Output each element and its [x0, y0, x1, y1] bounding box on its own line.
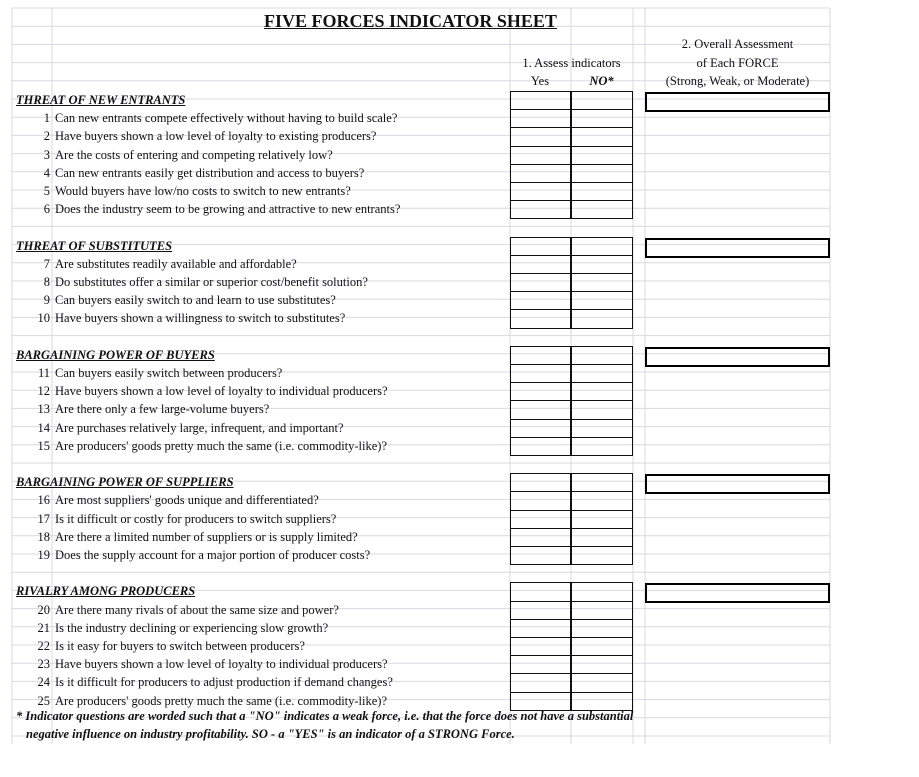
yes-cell[interactable]: [510, 528, 571, 547]
indicator-question: Is it easy for buyers to switch between producers?: [55, 639, 305, 653]
section-title: THREAT OF SUBSTITUTES: [16, 238, 173, 253]
indicator-number: 11: [37, 366, 50, 380]
indicator-question: Have buyers shown a low level of loyalty to individual producers?: [55, 657, 388, 672]
yes-cell[interactable]: [510, 109, 571, 128]
indicator-question: Have buyers shown a willingness to switch to substitutes?: [55, 311, 346, 326]
yes-cell[interactable]: [510, 601, 571, 620]
indicator-question: Is it difficult for producers to adjust production if demand changes?: [55, 675, 393, 690]
indicator-question: Are purchases relatively large, infrequent, and important?: [55, 420, 344, 435]
overall-assessment-subheader: of Each FORCE: [696, 56, 779, 70]
yes-cell[interactable]: [510, 400, 571, 419]
indicator-number: 10: [37, 311, 50, 326]
no-cell[interactable]: [571, 528, 633, 547]
yes-cell[interactable]: [510, 419, 571, 438]
indicator-number: 9: [43, 293, 50, 308]
overall-assessment-options: (Strong, Weak, or Moderate): [665, 74, 810, 88]
overall-assessment-box[interactable]: [645, 474, 830, 494]
no-cell[interactable]: [571, 237, 633, 256]
no-cell[interactable]: [571, 309, 633, 328]
yes-cell[interactable]: [510, 182, 571, 201]
indicator-number: 7: [43, 256, 50, 271]
no-cell[interactable]: [571, 91, 633, 110]
no-cell[interactable]: [571, 510, 633, 529]
no-cell[interactable]: [571, 291, 633, 310]
yes-cell[interactable]: [510, 655, 571, 674]
indicator-number: 20: [37, 602, 50, 617]
no-cell[interactable]: [571, 164, 633, 183]
indicator-question: Are there only a few large-volume buyers?: [55, 402, 270, 417]
indicator-number: 13: [37, 402, 50, 417]
no-cell[interactable]: [571, 364, 633, 383]
no-cell[interactable]: [571, 400, 633, 419]
indicator-number: 12: [37, 384, 50, 399]
section-title: BARGAINING POWER OF SUPPLIERS: [16, 475, 234, 490]
section-title: THREAT OF NEW ENTRANTS: [16, 93, 186, 107]
yes-cell[interactable]: [510, 291, 571, 310]
section-title: RIVALRY AMONG PRODUCERS: [16, 584, 196, 599]
overall-assessment-box[interactable]: [645, 583, 830, 603]
indicator-question: Are producers' goods pretty much the same (i.e. commodity-like)?: [55, 693, 388, 708]
indicator-question: Does the supply account for a major portion of producer costs?: [55, 548, 371, 562]
yes-cell[interactable]: [510, 619, 571, 638]
footnote-line-2: negative influence on industry profitability. SO - a "YES" is an indicator of a STRONG Force.: [26, 727, 515, 741]
yes-cell[interactable]: [510, 364, 571, 383]
indicator-question: Are there a limited number of suppliers or is supply limited?: [55, 529, 358, 544]
indicator-number: 5: [43, 184, 50, 198]
yes-cell[interactable]: [510, 346, 571, 365]
indicator-question: Does the industry seem to be growing and attractive to new entrants?: [55, 202, 401, 217]
indicator-question: Are there many rivals of about the same size and power?: [55, 602, 339, 617]
no-cell[interactable]: [571, 437, 633, 456]
yes-cell[interactable]: [510, 382, 571, 401]
indicator-question: Have buyers shown a low level of loyalty to existing producers?: [55, 129, 377, 144]
no-cell[interactable]: [571, 546, 633, 565]
indicator-question: Do substitutes offer a similar or superior cost/benefit solution?: [55, 275, 368, 289]
indicator-number: 23: [37, 657, 50, 672]
indicator-number: 16: [37, 493, 50, 508]
yes-cell[interactable]: [510, 437, 571, 456]
indicator-number: 6: [43, 202, 50, 217]
indicator-number: 8: [43, 275, 50, 289]
yes-cell[interactable]: [510, 582, 571, 601]
overall-assessment-box[interactable]: [645, 238, 830, 258]
indicator-number: 19: [37, 548, 50, 562]
indicator-question: Have buyers shown a low level of loyalty to individual producers?: [55, 384, 388, 399]
no-cell[interactable]: [571, 619, 633, 638]
indicator-number: 25: [37, 693, 50, 708]
yes-cell[interactable]: [510, 200, 571, 219]
indicator-number: 3: [43, 147, 50, 162]
indicator-number: 1: [43, 111, 50, 126]
indicator-question: Are most suppliers' goods unique and differentiated?: [55, 493, 319, 508]
no-cell[interactable]: [571, 146, 633, 165]
indicator-number: 21: [37, 620, 50, 635]
indicator-question: Can new entrants compete effectively without having to build scale?: [55, 111, 398, 126]
footnote-line-1: * Indicator questions are worded such that a "NO" indicates a weak force, i.e. that the force does not have a substantial: [16, 709, 634, 723]
section-title: BARGAINING POWER OF BUYERS: [16, 347, 215, 362]
no-cell[interactable]: [571, 182, 633, 201]
yes-column-header: Yes: [530, 74, 550, 88]
indicator-question: Are substitutes readily available and affordable?: [55, 256, 297, 271]
no-cell[interactable]: [571, 127, 633, 146]
overall-assessment-box[interactable]: [645, 92, 830, 112]
assess-indicators-header: 1. Assess indicators: [522, 56, 621, 70]
yes-cell[interactable]: [510, 309, 571, 328]
indicator-number: 22: [37, 639, 50, 653]
page-title: FIVE FORCES INDICATOR SHEET: [264, 11, 557, 31]
yes-cell[interactable]: [510, 546, 571, 565]
indicator-number: 18: [37, 529, 50, 544]
indicator-number: 2: [43, 129, 50, 144]
overall-assessment-header: 2. Overall Assessment: [681, 37, 794, 51]
indicator-question: Can buyers easily switch to and learn to use substitutes?: [55, 293, 336, 308]
no-cell[interactable]: [571, 637, 633, 656]
no-cell[interactable]: [571, 109, 633, 128]
yes-cell[interactable]: [510, 164, 571, 183]
indicator-question: Is it difficult or costly for producers to switch suppliers?: [55, 511, 337, 526]
yes-cell[interactable]: [510, 237, 571, 256]
yes-cell[interactable]: [510, 491, 571, 510]
yes-cell[interactable]: [510, 637, 571, 656]
indicator-number: 24: [37, 675, 50, 690]
indicator-number: 17: [37, 511, 50, 526]
no-cell[interactable]: [571, 491, 633, 510]
yes-cell[interactable]: [510, 146, 571, 165]
indicator-question: Can buyers easily switch between producers?: [55, 366, 283, 380]
no-cell[interactable]: [571, 200, 633, 219]
no-cell[interactable]: [571, 655, 633, 674]
indicator-question: Can new entrants easily get distribution and access to buyers?: [55, 165, 365, 180]
indicator-question: Are the costs of entering and competing relatively low?: [55, 147, 333, 162]
no-column-header: NO*: [589, 74, 614, 88]
no-cell[interactable]: [571, 419, 633, 438]
yes-cell[interactable]: [510, 473, 571, 492]
no-cell[interactable]: [571, 601, 633, 620]
overall-assessment-box[interactable]: [645, 347, 830, 367]
no-cell[interactable]: [571, 382, 633, 401]
indicator-question: Would buyers have low/no costs to switch to new entrants?: [55, 184, 351, 198]
no-cell[interactable]: [571, 582, 633, 601]
indicator-number: 15: [37, 438, 50, 453]
no-cell[interactable]: [571, 473, 633, 492]
no-cell[interactable]: [571, 346, 633, 365]
indicator-number: 4: [43, 165, 50, 180]
indicator-question: Is the industry declining or experiencing slow growth?: [55, 620, 329, 635]
yes-cell[interactable]: [510, 255, 571, 274]
yes-cell[interactable]: [510, 273, 571, 292]
yes-cell[interactable]: [510, 673, 571, 692]
indicator-question: Are producers' goods pretty much the same (i.e. commodity-like)?: [55, 438, 388, 453]
yes-cell[interactable]: [510, 91, 571, 110]
yes-cell[interactable]: [510, 510, 571, 529]
indicator-number: 14: [37, 420, 50, 435]
no-cell[interactable]: [571, 673, 633, 692]
no-cell[interactable]: [571, 273, 633, 292]
no-cell[interactable]: [571, 255, 633, 274]
yes-cell[interactable]: [510, 127, 571, 146]
